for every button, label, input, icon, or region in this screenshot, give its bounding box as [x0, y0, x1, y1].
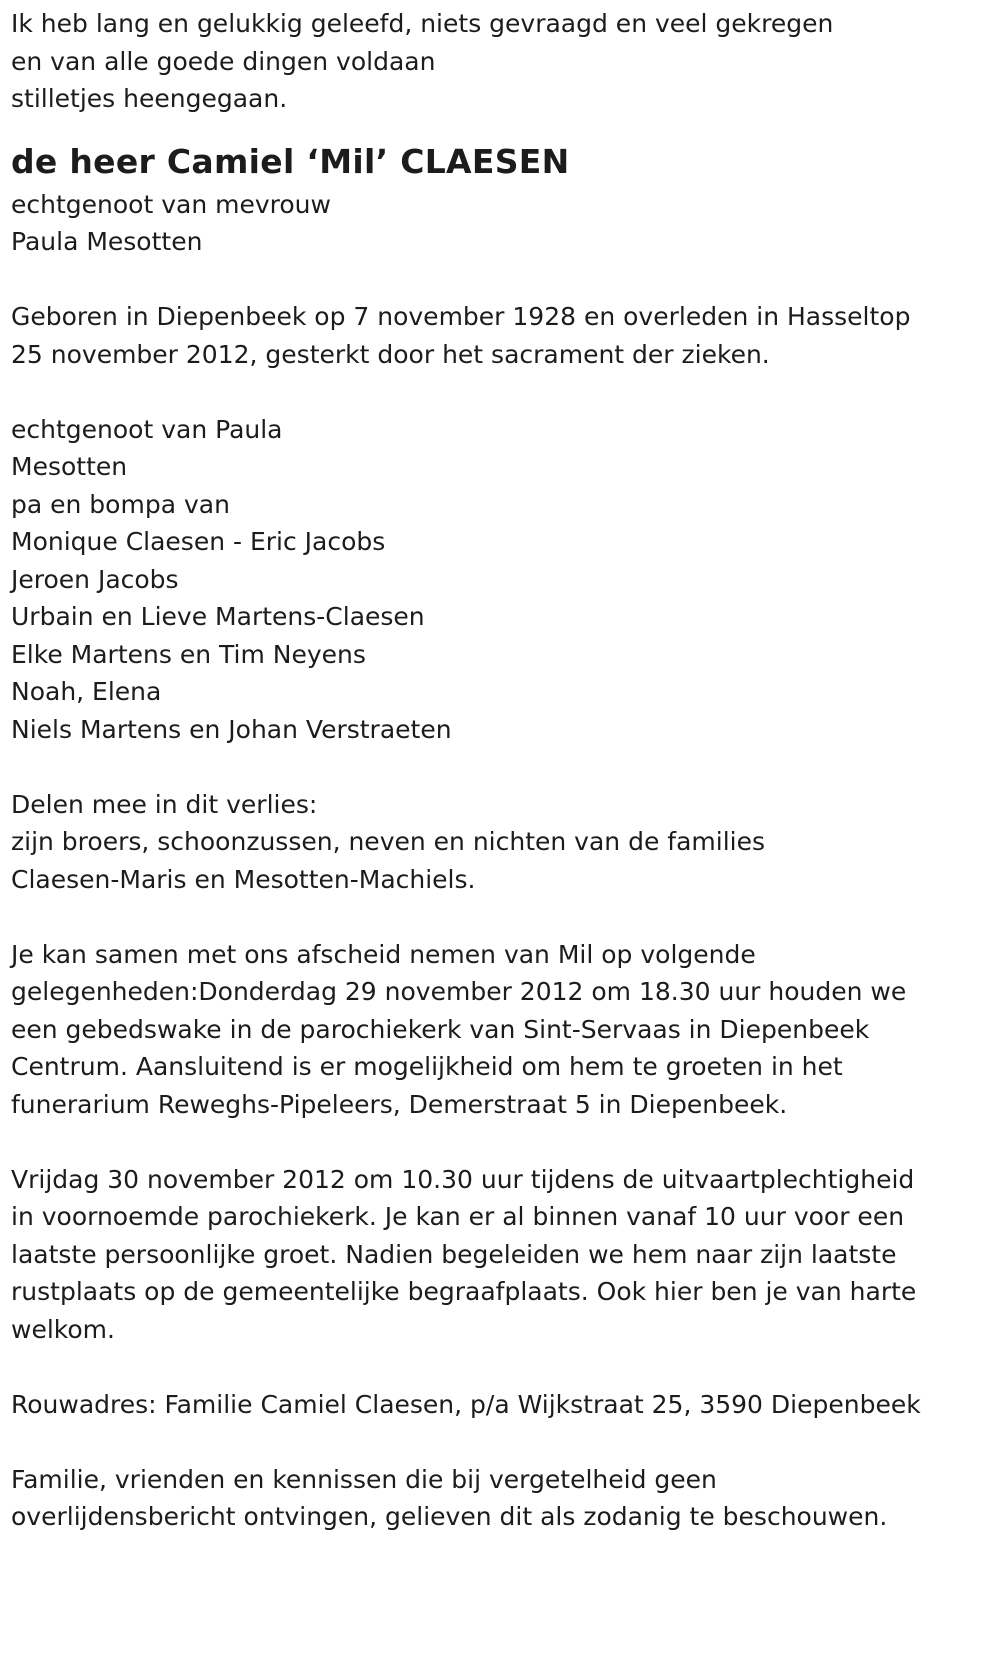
birth-death-line: Geboren in Diepenbeek op 7 november 1928 en overleden in Hasseltop: [11, 302, 911, 331]
closing-line: Familie, vrienden en kennissen die bij vergetelheid geen: [11, 1464, 717, 1494]
birth-death-line: 25 november 2012, gesterkt door het sacrament der zieken.: [11, 339, 770, 369]
family-line: Mesotten: [11, 452, 128, 481]
farewell-line: gelegenheden:Donderdag 29 november 2012 om 18.30 uur houden we: [11, 977, 907, 1006]
farewell-line: Je kan samen met ons afscheid nemen van Mil op volgende: [11, 939, 756, 969]
spacer: [11, 1423, 991, 1461]
family-line: pa en bompa van: [11, 489, 230, 519]
spouse-section: [11, 186, 991, 261]
mourning-address: Rouwadres: Familie Camiel Claesen, p/a Wijkstraat 25, 3590 Diepenbeek: [11, 1389, 921, 1419]
birth-death-section: [11, 298, 991, 373]
family-line: Monique Claesen - Eric Jacobs: [11, 527, 386, 556]
farewell-line: Centrum. Aansluitend is er mogelijkheid om hem te groeten in het: [11, 1052, 843, 1081]
family-line: Elke Martens en Tim Neyens: [11, 639, 366, 669]
spouse-line: Paula Mesotten: [11, 227, 203, 256]
intro-poem: [11, 5, 991, 118]
funeral-line: welkom.: [11, 1314, 115, 1344]
closing-section: [11, 1461, 991, 1536]
spacer: [11, 1348, 991, 1386]
intro-line: en van alle goede dingen voldaan: [11, 46, 436, 76]
funeral-line: laatste persoonlijke groet. Nadien begeleiden we hem naar zijn laatste: [11, 1239, 897, 1269]
family-line: echtgenoot van Paula: [11, 414, 283, 444]
sharing-line: Claesen-Maris en Mesotten-Machiels.: [11, 864, 476, 894]
spacer: [11, 1123, 991, 1161]
family-line: Noah, Elena: [11, 677, 162, 706]
farewell-line: een gebedswake in de parochiekerk van Sint-Servaas in Diepenbeek: [11, 1014, 870, 1044]
funeral-line: Vrijdag 30 november 2012 om 10.30 uur tijdens de uitvaartplechtigheid: [11, 1164, 915, 1194]
spouse-line: echtgenoot van mevrouw: [11, 189, 331, 219]
farewell-line: funerarium Reweghs-Pipeleers, Demerstraat 5 in Diepenbeek.: [11, 1089, 788, 1119]
family-section: [11, 411, 991, 749]
mourning-address-section: [11, 1386, 991, 1424]
sharing-line: Delen mee in dit verlies:: [11, 789, 318, 819]
obituary-document: [11, 0, 991, 1536]
farewell-section: [11, 936, 991, 1124]
funeral-line: rustplaats op de gemeentelijke begraafplaats. Ook hier ben je van harte: [11, 1277, 917, 1306]
intro-line: stilletjes heengegaan.: [11, 84, 288, 113]
deceased-name: de heer Camiel ‘Mil’ CLAESEN: [11, 141, 570, 181]
spacer: [11, 261, 991, 299]
closing-line: overlijdensbericht ontvingen, gelieven dit als zodanig te beschouwen.: [11, 1502, 888, 1531]
family-line: Urbain en Lieve Martens-Claesen: [11, 602, 425, 631]
sharing-section: [11, 786, 991, 899]
spacer: [11, 373, 991, 411]
intro-line: Ik heb lang en gelukkig geleefd, niets gevraagd en veel gekregen: [11, 9, 834, 38]
sharing-line: zijn broers, schoonzussen, neven en nichten van de families: [11, 827, 766, 856]
funeral-line: in voornoemde parochiekerk. Je kan er al binnen vanaf 10 uur voor een: [11, 1202, 905, 1231]
funeral-section: [11, 1161, 991, 1349]
spacer: [11, 898, 991, 936]
spacer: [11, 748, 991, 786]
family-line: Niels Martens en Johan Verstraeten: [11, 714, 452, 744]
family-line: Jeroen Jacobs: [11, 564, 179, 594]
